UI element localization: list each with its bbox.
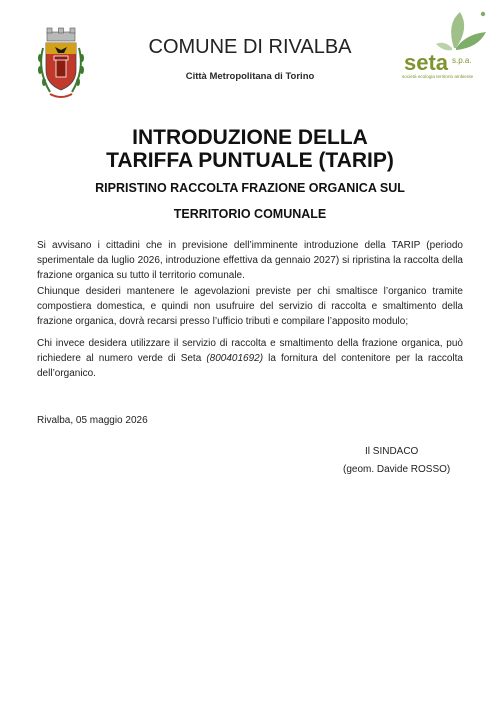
notice-subtitle-line2: TERRITORIO COMUNALE: [173, 207, 327, 221]
metropolitan-city: Città Metropolitana di Torino: [185, 71, 315, 82]
notice-subtitle-line1: RIPRISTINO RACCOLTA FRAZIONE ORGANICA SUL: [95, 181, 405, 195]
logo-suffix: s.p.a.: [452, 56, 472, 65]
body-paragraph-1: Si avvisano i cittadini che in previsione dell’imminente introduzione della TARIP (periodo sperimentale da luglio 2026, introduzione effettiva da gennaio 2027) si ripristina la raccolta della frazione organica su tutto il territorio comunale.: [37, 240, 463, 281]
paragraph-3-text-end: la fornitura del contenitore per la raccolta dell’organico.: [37, 353, 463, 379]
notice-title-line2: TARIFFA PUNTUALE (TARIP): [106, 149, 394, 172]
municipality-name: COMUNE DI RIVALBA: [148, 36, 352, 58]
logo-tagline: società ecologia territorio ambiente: [402, 74, 474, 79]
logo-wordmark: seta: [404, 50, 449, 75]
notice-title: [0, 126, 500, 172]
signatory-name: (geom. Davide ROSSO): [343, 464, 451, 475]
body-paragraph-2: Chiunque desideri mantenere le agevolazioni previste per chi smaltisce l’organico tramite compostiera domestica, e quindi non usufruire del servizio di raccolta e smaltimento della frazione organica, dovrà recarsi presso l’ufficio tributi e compilare l’apposito modulo;: [37, 286, 463, 327]
body-paragraph-3: [37, 336, 463, 381]
toll-free-number: (800401692): [206, 353, 264, 364]
place-and-date: Rivalba, 05 maggio 2026: [37, 415, 148, 426]
notice-title-line1: INTRODUZIONE DELLA: [132, 126, 368, 149]
paragraph-3-text-start: Chi invece desidera utilizzare il servizio di raccolta e smaltimento della frazione organica, può richiedere al numero verde di Seta: [37, 338, 463, 364]
signatory-role: Il SINDACO: [365, 446, 419, 457]
seta-logo: [396, 4, 496, 84]
